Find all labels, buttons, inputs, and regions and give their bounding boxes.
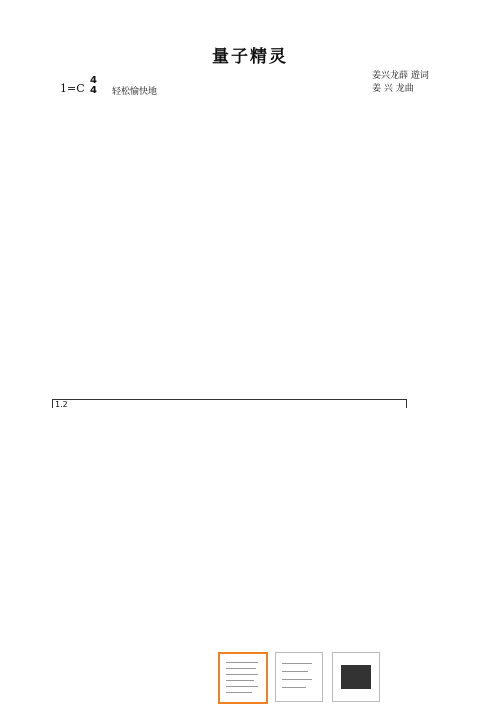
meter-top: 4 (90, 75, 97, 86)
volta-bracket (52, 399, 407, 408)
tempo-marking: 轻松愉快地 (112, 87, 158, 97)
meter-bottom: 4 (90, 85, 97, 96)
key-signature: 1=C (60, 82, 85, 95)
lyricist: 姜兴龙薛 遊词 (372, 71, 429, 81)
thumbnail-page-1[interactable] (218, 652, 268, 704)
thumbnail-page-3[interactable] (332, 652, 380, 702)
credits (372, 70, 429, 96)
thumbnail-page-2[interactable] (275, 652, 323, 702)
composer: 姜 兴 龙曲 (372, 84, 414, 94)
page-title: 量子精灵 (212, 47, 288, 67)
time-signature (90, 76, 97, 96)
page-thumbnail-strip (0, 650, 500, 703)
volta-label: 1.2 (55, 400, 68, 409)
